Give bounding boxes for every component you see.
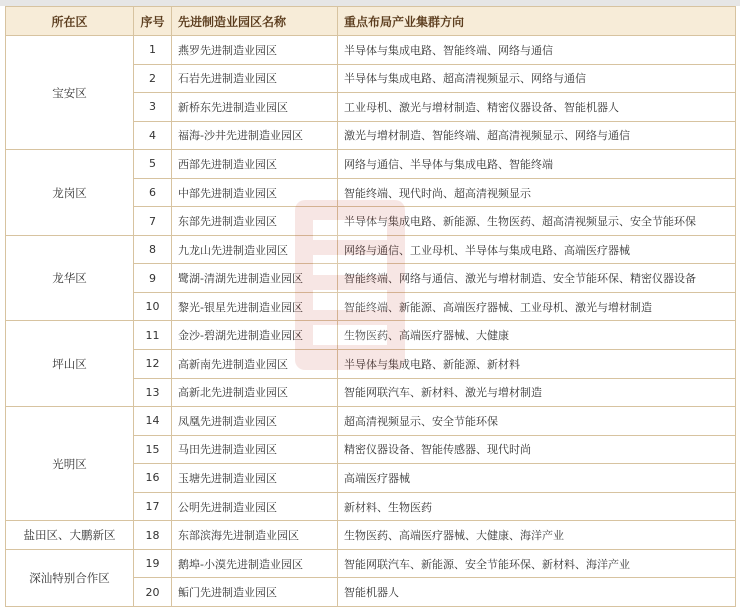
number-cell: 9 (134, 264, 172, 293)
industry-cell: 激光与增材制造、智能终端、超高清视频显示、网络与通信 (338, 121, 736, 150)
park-name-cell: 中部先进制造业园区 (172, 178, 338, 207)
number-cell: 7 (134, 207, 172, 236)
industry-cell: 半导体与集成电路、超高清视频显示、网络与通信 (338, 64, 736, 93)
industry-cell: 超高清视频显示、安全节能环保 (338, 407, 736, 436)
number-cell: 18 (134, 521, 172, 550)
industry-cell: 精密仪器设备、智能传感器、现代时尚 (338, 435, 736, 464)
district-cell: 龙岗区 (6, 150, 134, 236)
industry-cell: 网络与通信、半导体与集成电路、智能终端 (338, 150, 736, 179)
number-cell: 4 (134, 121, 172, 150)
park-name-cell: 马田先进制造业园区 (172, 435, 338, 464)
park-name-cell: 玉塘先进制造业园区 (172, 464, 338, 493)
table-row (6, 521, 736, 550)
park-name-cell: 燕罗先进制造业园区 (172, 36, 338, 65)
industry-cell: 智能终端、新能源、高端医疗器械、工业母机、激光与增材制造 (338, 292, 736, 321)
number-cell: 16 (134, 464, 172, 493)
park-name-cell: 公明先进制造业园区 (172, 492, 338, 521)
park-name-cell: 金沙-碧湖先进制造业园区 (172, 321, 338, 350)
number-cell: 20 (134, 578, 172, 607)
park-name-cell: 高新南先进制造业园区 (172, 350, 338, 379)
table-row (6, 235, 736, 264)
park-name-cell: 福海-沙井先进制造业园区 (172, 121, 338, 150)
industry-cell: 生物医药、高端医疗器械、大健康、海洋产业 (338, 521, 736, 550)
number-cell: 6 (134, 178, 172, 207)
number-cell: 10 (134, 292, 172, 321)
number-cell: 19 (134, 549, 172, 578)
district-cell: 龙华区 (6, 235, 134, 321)
industry-cell: 网络与通信、工业母机、半导体与集成电路、高端医疗器械 (338, 235, 736, 264)
industry-cell: 智能网联汽车、新能源、安全节能环保、新材料、海洋产业 (338, 549, 736, 578)
number-cell: 2 (134, 64, 172, 93)
industry-cell: 智能终端、现代时尚、超高清视频显示 (338, 178, 736, 207)
park-name-cell: 东部先进制造业园区 (172, 207, 338, 236)
district-cell: 盐田区、大鹏新区 (6, 521, 134, 550)
park-name-cell: 凤凰先进制造业园区 (172, 407, 338, 436)
district-cell: 宝安区 (6, 36, 134, 150)
number-cell: 14 (134, 407, 172, 436)
industry-cell: 半导体与集成电路、新能源、生物医药、超高清视频显示、安全节能环保 (338, 207, 736, 236)
table-row (6, 150, 736, 179)
industry-cell: 高端医疗器械 (338, 464, 736, 493)
table-row (6, 549, 736, 578)
industry-cell: 生物医药、高端医疗器械、大健康 (338, 321, 736, 350)
park-name-cell: 鹅埠-小漠先进制造业园区 (172, 549, 338, 578)
number-cell: 5 (134, 150, 172, 179)
park-name-cell: 鹭湖-清湖先进制造业园区 (172, 264, 338, 293)
table-body (6, 36, 736, 607)
park-name-cell: 鲘门先进制造业园区 (172, 578, 338, 607)
park-name-cell: 东部滨海先进制造业园区 (172, 521, 338, 550)
industry-cell: 智能终端、网络与通信、激光与增材制造、安全节能环保、精密仪器设备 (338, 264, 736, 293)
number-cell: 17 (134, 492, 172, 521)
header-district: 所在区 (6, 7, 134, 36)
number-cell: 11 (134, 321, 172, 350)
industry-cell: 智能机器人 (338, 578, 736, 607)
park-name-cell: 石岩先进制造业园区 (172, 64, 338, 93)
industry-cell: 智能网联汽车、新材料、激光与增材制造 (338, 378, 736, 407)
number-cell: 13 (134, 378, 172, 407)
industry-cell: 新材料、生物医药 (338, 492, 736, 521)
table-header-row (6, 7, 736, 36)
industrial-parks-table (5, 6, 736, 607)
park-name-cell: 西部先进制造业园区 (172, 150, 338, 179)
table-row (6, 321, 736, 350)
district-cell: 光明区 (6, 407, 134, 521)
park-name-cell: 高新北先进制造业园区 (172, 378, 338, 407)
district-cell: 深汕特别合作区 (6, 549, 134, 606)
park-name-cell: 九龙山先进制造业园区 (172, 235, 338, 264)
industry-cell: 半导体与集成电路、智能终端、网络与通信 (338, 36, 736, 65)
header-industry-direction: 重点布局产业集群方向 (338, 7, 736, 36)
industry-cell: 半导体与集成电路、新能源、新材料 (338, 350, 736, 379)
number-cell: 12 (134, 350, 172, 379)
park-name-cell: 黎光-银星先进制造业园区 (172, 292, 338, 321)
header-number: 序号 (134, 7, 172, 36)
industry-cell: 工业母机、激光与增材制造、精密仪器设备、智能机器人 (338, 93, 736, 122)
park-name-cell: 新桥东先进制造业园区 (172, 93, 338, 122)
number-cell: 15 (134, 435, 172, 464)
number-cell: 1 (134, 36, 172, 65)
number-cell: 8 (134, 235, 172, 264)
district-cell: 坪山区 (6, 321, 134, 407)
table-row (6, 407, 736, 436)
table-row (6, 36, 736, 65)
number-cell: 3 (134, 93, 172, 122)
header-park-name: 先进制造业园区名称 (172, 7, 338, 36)
